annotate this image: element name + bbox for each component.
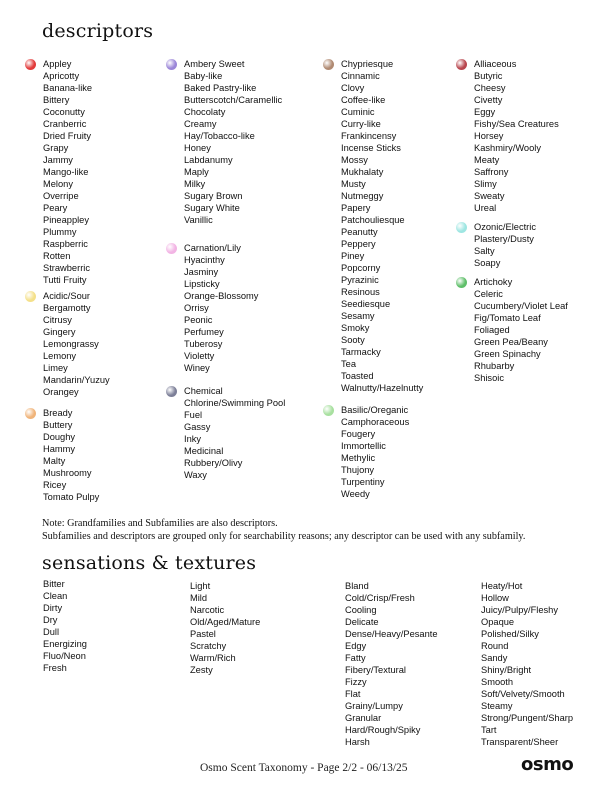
- descriptor-item: Violetty: [184, 351, 215, 361]
- descriptor-item: Tarmacky: [341, 347, 381, 357]
- descriptor-item: Creamy: [184, 119, 217, 129]
- sensation-item: Tart: [481, 725, 497, 735]
- descriptor-item: Jasminy: [184, 267, 219, 277]
- chemical-color-dot: [166, 386, 177, 397]
- descriptor-column-1: [43, 58, 110, 503]
- descriptor-item: Acidic/Sour: [43, 291, 91, 301]
- sensation-item: Flat: [345, 689, 361, 699]
- descriptor-item: Mandarin/Yuzuy: [43, 375, 110, 385]
- sensation-item: Juicy/Pulpy/Fleshy: [481, 605, 558, 615]
- descriptor-item: Camphoraceous: [341, 417, 410, 427]
- descriptor-item: Peary: [43, 203, 68, 213]
- descriptor-item: Rhubarby: [474, 361, 515, 371]
- descriptor-item: Meaty: [474, 155, 500, 165]
- sensation-item: Light: [190, 581, 211, 591]
- sensation-item: Fatty: [345, 653, 366, 663]
- descriptor-item: Pyrazinic: [341, 275, 379, 285]
- sensation-item: Dirty: [43, 603, 63, 613]
- descriptor-item: Popcorny: [341, 263, 381, 273]
- descriptor-item: Salty: [474, 246, 495, 256]
- descriptor-item: Toasted: [341, 371, 374, 381]
- descriptor-item: Clovy: [341, 83, 365, 93]
- descriptor-item: Orrisy: [184, 303, 209, 313]
- descriptor-item: Sugary Brown: [184, 191, 243, 201]
- descriptor-item: Buttery: [43, 420, 73, 430]
- descriptor-item: Grapy: [43, 143, 69, 153]
- sensation-item: Polished/Silky: [481, 629, 539, 639]
- sensation-item: Dense/Heavy/Pesante: [345, 629, 438, 639]
- descriptor-item: Immortellic: [341, 441, 386, 451]
- savory-color-dot: [456, 59, 467, 70]
- descriptor-item: Sesamy: [341, 311, 375, 321]
- floral-color-dot: [166, 243, 177, 254]
- descriptor-item: Orange-Blossomy: [184, 291, 259, 301]
- descriptor-group-floral: [184, 242, 285, 374]
- descriptor-item: Ricey: [43, 480, 67, 490]
- descriptor-group-citrus: [43, 290, 110, 398]
- descriptor-item: Coffee-like: [341, 95, 386, 105]
- sensation-item: Edgy: [345, 641, 367, 651]
- descriptor-item: Fig/Tomato Leaf: [474, 313, 541, 323]
- sensation-item: Granular: [345, 713, 382, 723]
- descriptor-item: Cuminic: [341, 107, 375, 117]
- descriptor-item: Raspberric: [43, 239, 88, 249]
- descriptor-item: Cucumbery/Violet Leaf: [474, 301, 568, 311]
- sensation-item: Narcotic: [190, 605, 225, 615]
- descriptor-item: Soapy: [474, 258, 501, 268]
- sensation-item: Sandy: [481, 653, 508, 663]
- descriptor-item: Jammy: [43, 155, 73, 165]
- sensations-column-1: [43, 578, 87, 674]
- fruity-color-dot: [25, 59, 36, 70]
- descriptor-item: Peanutty: [341, 227, 378, 237]
- descriptor-item: Tea: [341, 359, 356, 369]
- sensation-item: Pastel: [190, 629, 216, 639]
- descriptor-item: Mango-like: [43, 167, 89, 177]
- descriptor-item: Mukhalaty: [341, 167, 384, 177]
- sensation-item: Round: [481, 641, 509, 651]
- sensation-item: Clean: [43, 591, 68, 601]
- descriptor-item: Rubbery/Olivy: [184, 458, 243, 468]
- descriptor-item: Pineappley: [43, 215, 90, 225]
- descriptor-item: Rotten: [43, 251, 71, 261]
- sensation-item: Fizzy: [345, 677, 367, 687]
- sensation-item: Cold/Crisp/Fresh: [345, 593, 415, 603]
- descriptor-item: Curry-like: [341, 119, 381, 129]
- sensation-item: Warm/Rich: [190, 653, 236, 663]
- descriptor-item: Fougery: [341, 429, 376, 439]
- sensation-item: Delicate: [345, 617, 379, 627]
- descriptor-item: Medicinal: [184, 446, 224, 456]
- sensation-item: Dull: [43, 627, 60, 637]
- descriptor-item: Chocolaty: [184, 107, 226, 117]
- sensation-item: Bland: [345, 581, 369, 591]
- descriptor-item: Artichoky: [474, 277, 513, 287]
- descriptor-item: Lemony: [43, 351, 77, 361]
- descriptor-item: Sweaty: [474, 191, 505, 201]
- descriptor-item: Lemongrassy: [43, 339, 99, 349]
- sensation-item: Fluo/Neon: [43, 651, 86, 661]
- descriptor-item: Ureal: [474, 203, 497, 213]
- descriptor-item: Piney: [341, 251, 365, 261]
- note-line-2: Subfamilies and descriptors are grouped only for searchability reasons; any descriptor can be used with any subfamily.: [42, 531, 526, 542]
- descriptor-column-3: [341, 58, 423, 500]
- descriptor-item: Dried Fruity: [43, 131, 92, 141]
- descriptor-item: Malty: [43, 456, 66, 466]
- descriptor-item: Hammy: [43, 444, 76, 454]
- sensation-item: Soft/Velvety/Smooth: [481, 689, 565, 699]
- sensation-item: Strong/Pungent/Sharp: [481, 713, 574, 723]
- sensation-item: Old/Aged/Mature: [190, 617, 261, 627]
- page-footer: Osmo Scent Taxonomy - Page 2/2 - 06/13/25: [200, 762, 408, 774]
- descriptor-item: Chypriesque: [341, 59, 394, 69]
- descriptor-item: Tomato Pulpy: [43, 492, 100, 502]
- woody-color-dot: [323, 59, 334, 70]
- sensation-item: Zesty: [190, 665, 213, 675]
- sensations-heading: sensations & textures: [42, 552, 257, 574]
- descriptor-group-green: [474, 276, 568, 384]
- descriptor-item: Fishy/Sea Creatures: [474, 119, 559, 129]
- descriptor-item: Hyacinthy: [184, 255, 225, 265]
- descriptor-item: Green Pea/Beany: [474, 337, 548, 347]
- descriptor-item: Eggy: [474, 107, 496, 117]
- descriptor-item: Lipsticky: [184, 279, 220, 289]
- descriptor-item: Foliaged: [474, 325, 510, 335]
- descriptor-item: Green Spinachy: [474, 349, 541, 359]
- descriptor-item: Fuel: [184, 410, 203, 420]
- descriptor-item: Walnutty/Hazelnutty: [341, 383, 424, 393]
- descriptor-group-ambery: [184, 58, 285, 226]
- descriptor-item: Waxy: [184, 470, 207, 480]
- osmo-logo: osmo: [521, 754, 574, 775]
- descriptor-item: Patchouliesque: [341, 215, 405, 225]
- ambery-color-dot: [166, 59, 177, 70]
- descriptor-item: Plummy: [43, 227, 77, 237]
- descriptor-item: Carnation/Lily: [184, 243, 241, 253]
- descriptor-item: Perfumey: [184, 327, 224, 337]
- sensation-item: Cooling: [345, 605, 377, 615]
- descriptor-item: Maply: [184, 167, 209, 177]
- descriptor-item: Milky: [184, 179, 206, 189]
- descriptor-item: Horsey: [474, 131, 504, 141]
- descriptor-item: Tutti Fruity: [43, 275, 87, 285]
- descriptor-item: Turpentiny: [341, 477, 385, 487]
- descriptor-item: Doughy: [43, 432, 76, 442]
- note-line-1: Note: Grandfamilies and Subfamilies are also descriptors.: [42, 518, 278, 529]
- descriptor-item: Weedy: [341, 489, 370, 499]
- descriptor-item: Appley: [43, 59, 72, 69]
- sensation-item: Bitter: [43, 579, 65, 589]
- sensation-item: Harsh: [345, 737, 370, 747]
- descriptor-item: Slimy: [474, 179, 497, 189]
- descriptors-heading: descriptors: [42, 20, 154, 42]
- descriptor-item: Celeric: [474, 289, 503, 299]
- descriptor-item: Mushroomy: [43, 468, 92, 478]
- descriptor-item: Basilic/Oreganic: [341, 405, 409, 415]
- descriptor-item: Papery: [341, 203, 371, 213]
- descriptor-item: Cheesy: [474, 83, 506, 93]
- sensations-column-2: [190, 580, 260, 676]
- descriptor-item: Inky: [184, 434, 202, 444]
- descriptor-item: Methylic: [341, 453, 376, 463]
- sensation-item: Dry: [43, 615, 58, 625]
- descriptor-item: Citrusy: [43, 315, 72, 325]
- descriptor-item: Cranberric: [43, 119, 87, 129]
- descriptor-column-4: [474, 58, 568, 384]
- descriptor-item: Saffrony: [474, 167, 509, 177]
- herbal-color-dot: [323, 405, 334, 416]
- green-color-dot: [456, 277, 467, 288]
- descriptor-item: Apricotty: [43, 71, 80, 81]
- ozonic-color-dot: [456, 222, 467, 233]
- sensation-item: Opaque: [481, 617, 515, 627]
- descriptor-group-savory: [474, 58, 568, 214]
- sensation-item: Hard/Rough/Spiky: [345, 725, 421, 735]
- bready-color-dot: [25, 408, 36, 419]
- descriptor-item: Resinous: [341, 287, 380, 297]
- descriptor-item: Peonic: [184, 315, 213, 325]
- descriptor-item: Chemical: [184, 386, 223, 396]
- descriptor-item: Smoky: [341, 323, 370, 333]
- citrus-color-dot: [25, 291, 36, 302]
- descriptor-item: Strawberric: [43, 263, 91, 273]
- descriptor-item: Baked Pastry-like: [184, 83, 257, 93]
- descriptor-item: Melony: [43, 179, 73, 189]
- descriptor-item: Baby-like: [184, 71, 223, 81]
- descriptor-item: Nutmeggy: [341, 191, 384, 201]
- sensation-item: Smooth: [481, 677, 514, 687]
- descriptor-column-2: [184, 58, 285, 481]
- descriptor-item: Musty: [341, 179, 366, 189]
- sensation-item: Energizing: [43, 639, 87, 649]
- descriptor-item: Mossy: [341, 155, 368, 165]
- descriptor-item: Plastery/Dusty: [474, 234, 534, 244]
- descriptor-item: Kashmiry/Wooly: [474, 143, 541, 153]
- descriptor-item: Ozonic/Electric: [474, 222, 536, 232]
- descriptor-item: Orangey: [43, 387, 79, 397]
- sensation-item: Heaty/Hot: [481, 581, 523, 591]
- descriptor-item: Tuberosy: [184, 339, 223, 349]
- sensation-item: Scratchy: [190, 641, 227, 651]
- descriptor-item: Butyric: [474, 71, 503, 81]
- descriptor-item: Overripe: [43, 191, 79, 201]
- sensation-item: Hollow: [481, 593, 509, 603]
- sensation-item: Steamy: [481, 701, 513, 711]
- descriptor-item: Sooty: [341, 335, 365, 345]
- descriptor-item: Frankincensy: [341, 131, 397, 141]
- descriptor-group-bready: [43, 407, 110, 503]
- descriptor-item: Ambery Sweet: [184, 59, 245, 69]
- descriptor-item: Winey: [184, 363, 210, 373]
- sensation-item: Shiny/Bright: [481, 665, 532, 675]
- descriptor-item: Labdanumy: [184, 155, 233, 165]
- descriptor-item: Incense Sticks: [341, 143, 401, 153]
- descriptor-item: Banana-like: [43, 83, 93, 93]
- descriptor-group-ozonic: [474, 221, 568, 269]
- descriptor-item: Alliaceous: [474, 59, 517, 69]
- descriptor-item: Coconutty: [43, 107, 85, 117]
- descriptor-group-fruity: [43, 58, 110, 286]
- descriptor-item: Gingery: [43, 327, 76, 337]
- descriptor-item: Sugary White: [184, 203, 240, 213]
- descriptor-item: Butterscotch/Caramellic: [184, 95, 283, 105]
- sensation-item: Fresh: [43, 663, 67, 673]
- sensation-item: Mild: [190, 593, 208, 603]
- descriptor-item: Hay/Tobacco-like: [184, 131, 255, 141]
- sensations-column-3: [345, 580, 438, 748]
- sensation-item: Fibery/Textural: [345, 665, 406, 675]
- descriptor-group-woody: [341, 58, 423, 394]
- descriptor-item: Gassy: [184, 422, 211, 432]
- descriptor-group-chemical: [184, 385, 285, 481]
- descriptor-item: Bready: [43, 408, 73, 418]
- descriptor-item: Civetty: [474, 95, 503, 105]
- descriptor-item: Chlorine/Swimming Pool: [184, 398, 286, 408]
- sensation-item: Transparent/Sheer: [481, 737, 559, 747]
- descriptor-item: Vanillic: [184, 215, 213, 225]
- descriptor-item: Shisoic: [474, 373, 504, 383]
- descriptor-item: Thujony: [341, 465, 375, 475]
- descriptor-item: Honey: [184, 143, 211, 153]
- descriptor-item: Limey: [43, 363, 68, 373]
- descriptor-item: Cinnamic: [341, 71, 380, 81]
- descriptor-item: Peppery: [341, 239, 376, 249]
- sensation-item: Grainy/Lumpy: [345, 701, 403, 711]
- descriptor-item: Seediesque: [341, 299, 391, 309]
- sensations-column-4: [481, 580, 573, 748]
- descriptor-group-herbal: [341, 404, 423, 500]
- descriptor-item: Bergamotty: [43, 303, 91, 313]
- descriptor-item: Bittery: [43, 95, 70, 105]
